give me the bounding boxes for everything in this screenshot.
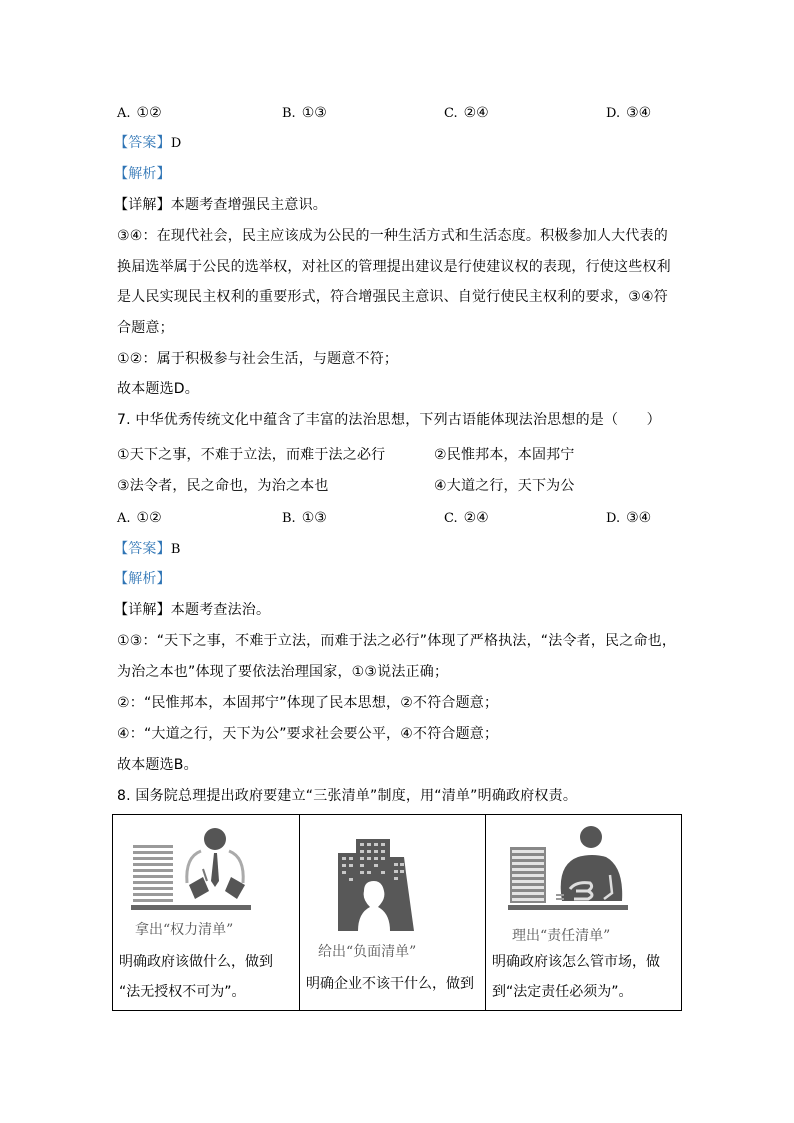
q7-statement-4: ④大道之行，天下为公	[434, 478, 575, 494]
q6-explanation-line: ①②：属于积极参与社会生活，与题意不符；	[117, 351, 399, 367]
answer-label: 【答案】	[114, 135, 171, 151]
caption-responsibility-list: 理出“责任清单”	[512, 928, 611, 944]
q6-option-b: B. ①③	[282, 105, 327, 121]
person-at-desk-icon	[506, 825, 632, 913]
answer-label: 【答案】	[114, 541, 171, 557]
desc-line: 明确企业不该干什么，做到	[306, 976, 474, 992]
q6-option-a: A. ①②	[117, 105, 162, 121]
q6-conclusion: 故本题选D。	[117, 381, 199, 397]
desc-line: “法无授权不可为”。	[119, 984, 246, 1000]
q7-option-d: D. ③④	[606, 510, 652, 526]
q6-explanation-line: 是人民实现民主权利的重要形式，符合增强民主意识、自觉行使民主权利的要求，③④符	[117, 289, 668, 305]
caption-power-list: 拿出“权力清单”	[135, 922, 234, 938]
q7-analysis-label: 【解析】	[114, 571, 171, 587]
q6-explanation-line: 合题意；	[117, 320, 174, 336]
table-cell-power-list	[113, 815, 299, 1010]
q7-statement-3: ③法令者，民之命也，为治之本也	[117, 478, 329, 494]
q7-statement-2: ②民惟邦本，本固邦宁	[434, 447, 575, 463]
official-with-list-icon	[129, 825, 253, 917]
desc-line: 明确政府该怎么管市场，做	[492, 954, 660, 970]
desc-line: 到“法定责任必须为”。	[492, 984, 633, 1000]
q7-options	[117, 509, 677, 527]
q6-option-d: D. ③④	[606, 105, 652, 121]
q7-explanation-line: 为治之本也”体现了要依法治理国家，①③说法正确；	[117, 664, 449, 680]
three-lists-table	[112, 814, 682, 1011]
q6-answer	[114, 134, 181, 153]
q7-explanation-line: ①③：“天下之事，不难于立法，而难于法之必行”体现了严格执法，“法令者，民之命也，	[117, 633, 677, 649]
q7-option-b: B. ①③	[282, 510, 327, 526]
desc-line: 明确政府该做什么，做到	[119, 954, 273, 970]
table-cell-negative-list	[299, 815, 485, 1010]
q6-option-c: C. ②④	[444, 105, 489, 121]
q7-explanation-line: ②：“民惟邦本，本固邦宁”体现了民本思想，②不符合题意；	[117, 695, 499, 711]
q7-answer	[114, 540, 181, 559]
q6-options	[117, 104, 677, 122]
q7-explanation-line: ④：“大道之行，天下为公”要求社会要公平，④不符合题意；	[117, 726, 499, 742]
q7-option-c: C. ②④	[444, 510, 489, 526]
q6-explanation-line: ③④：在现代社会，民主应该成为公民的一种生活方式和生活态度。积极参加人大代表的	[117, 228, 668, 244]
q7-option-a: A. ①②	[117, 510, 162, 526]
q7-statement-1: ①天下之事，不难于立法，而难于法之必行	[117, 447, 386, 463]
caption-negative-list: 给出“负面清单”	[318, 944, 417, 960]
q8-stem: 8. 国务院总理提出政府要建立“三张清单”制度，用“清单”明确政府权责。	[117, 788, 578, 804]
answer-value: D	[170, 136, 182, 151]
q6-explanation-line: 换届选举属于公民的选举权，对社区的管理提出建议是行使建议权的表现，行使这些权利	[117, 259, 671, 275]
person-before-buildings-icon	[334, 833, 418, 933]
q6-detail-line: 【详解】本题考查增强民主意识。	[114, 197, 327, 213]
table-cell-responsibility-list	[485, 815, 681, 1010]
q7-detail-line: 【详解】本题考查法治。	[114, 602, 271, 618]
answer-value: B	[170, 542, 181, 557]
q7-conclusion: 故本题选B。	[117, 757, 198, 773]
q6-analysis-label: 【解析】	[114, 166, 171, 182]
q7-stem: 7. 中华优秀传统文化中蕴含了丰富的法治思想，下列古语能体现法治思想的是（ ）	[117, 412, 661, 428]
